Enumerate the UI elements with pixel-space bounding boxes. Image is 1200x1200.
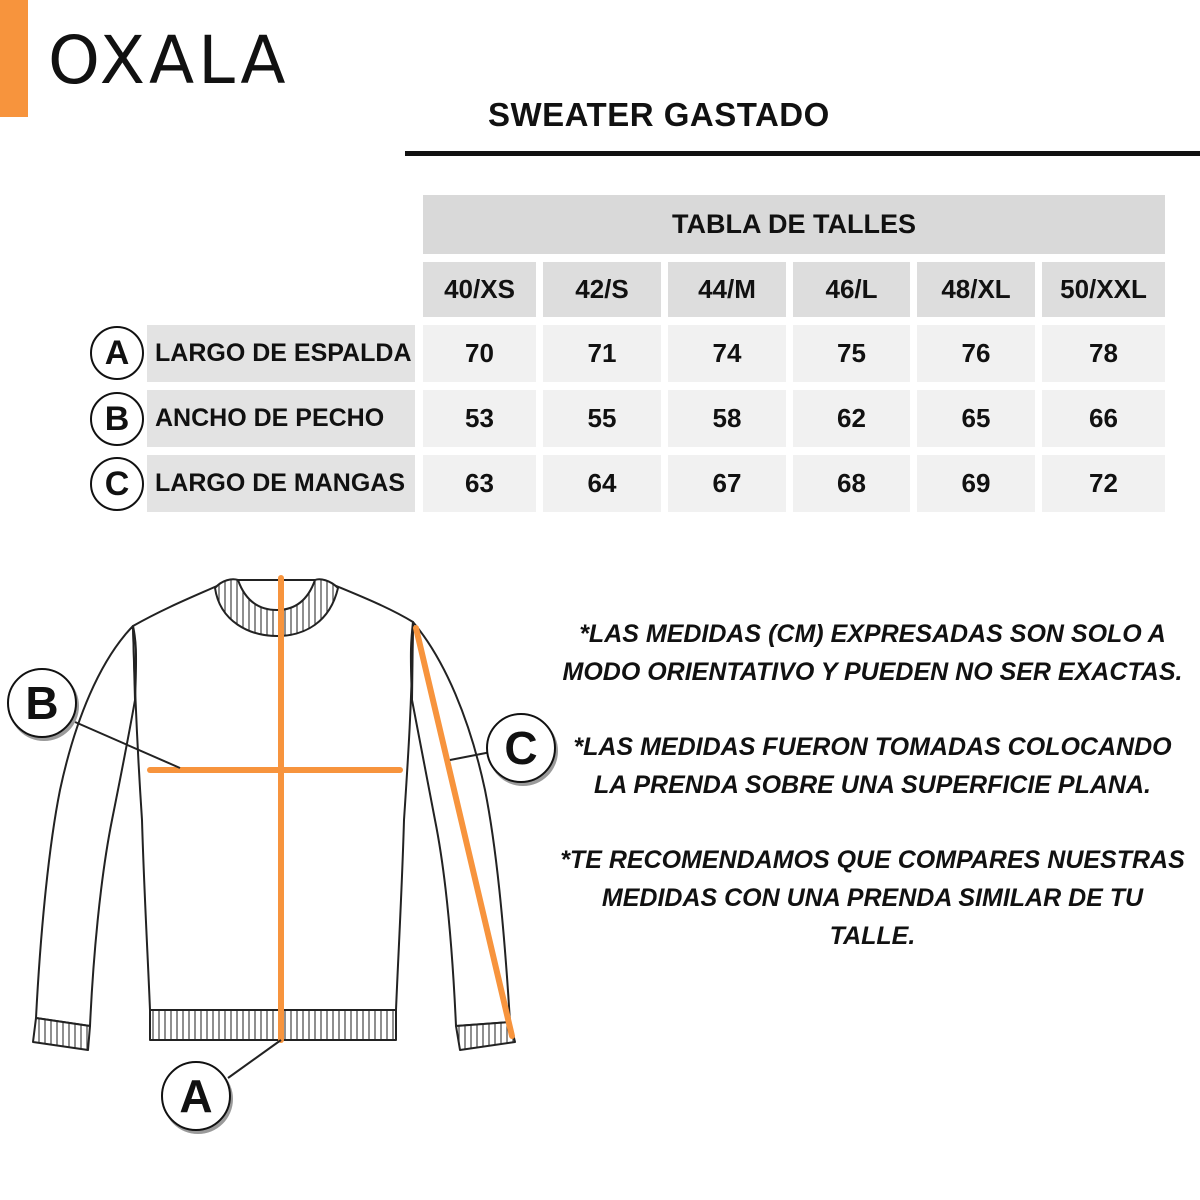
callout-c: C [486,713,556,783]
note-orientative: *LAS MEDIDAS (CM) EXPRESADAS SON SOLO A MODO ORIENTATIVO Y PUEDEN NO SER EXACTAS. [562,620,1183,686]
size-header-s: 42/S [543,262,661,317]
table-cell: 72 [1042,455,1165,512]
table-cell: 55 [543,390,661,447]
table-cell: 58 [668,390,786,447]
row-label-ancho-pecho: ANCHO DE PECHO [147,390,415,447]
title-divider [405,151,1200,156]
size-header-xxl: 50/XXL [1042,262,1165,317]
table-cell: 67 [668,455,786,512]
note-flat-surface: *LAS MEDIDAS FUERON TOMADAS COLOCANDO LA PRENDA SOBRE UNA SUPERFICIE PLANA. [573,733,1172,799]
row-badge-a: A [90,326,144,380]
table-cell: 62 [793,390,910,447]
table-cell: 63 [423,455,536,512]
table-cell: 70 [423,325,536,382]
table-cell: 69 [917,455,1035,512]
sweater-measurement-diagram [0,560,560,1160]
size-header-xs: 40/XS [423,262,536,317]
size-header-m: 44/M [668,262,786,317]
note-compare: *TE RECOMENDAMOS QUE COMPARES NUESTRAS MEDIDAS CON UNA PRENDA SIMILAR DE TU TALLE. [560,846,1185,950]
callout-a: A [161,1061,231,1131]
row-label-largo-mangas: LARGO DE MANGAS [147,455,415,512]
row-badge-b: B [90,392,144,446]
table-cell: 53 [423,390,536,447]
size-header-l: 46/L [793,262,910,317]
row-badge-c: C [90,457,144,511]
table-cell: 76 [917,325,1035,382]
product-title: SWEATER GASTADO [488,96,830,133]
table-cell: 64 [543,455,661,512]
table-cell: 78 [1042,325,1165,382]
sweater-illustration [0,560,560,1160]
table-cell: 65 [917,390,1035,447]
table-cell: 71 [543,325,661,382]
table-cell: 68 [793,455,910,512]
table-cell: 74 [668,325,786,382]
size-table-title: TABLA DE TALLES [423,195,1165,254]
table-cell: 66 [1042,390,1165,447]
row-label-largo-espalda: LARGO DE ESPALDA [147,325,415,382]
size-header-xl: 48/XL [917,262,1035,317]
table-cell: 75 [793,325,910,382]
notes-block [560,615,1185,992]
callout-b: B [7,668,77,738]
brand-logo: OXALA [48,22,290,99]
brand-accent-bar [0,0,28,117]
